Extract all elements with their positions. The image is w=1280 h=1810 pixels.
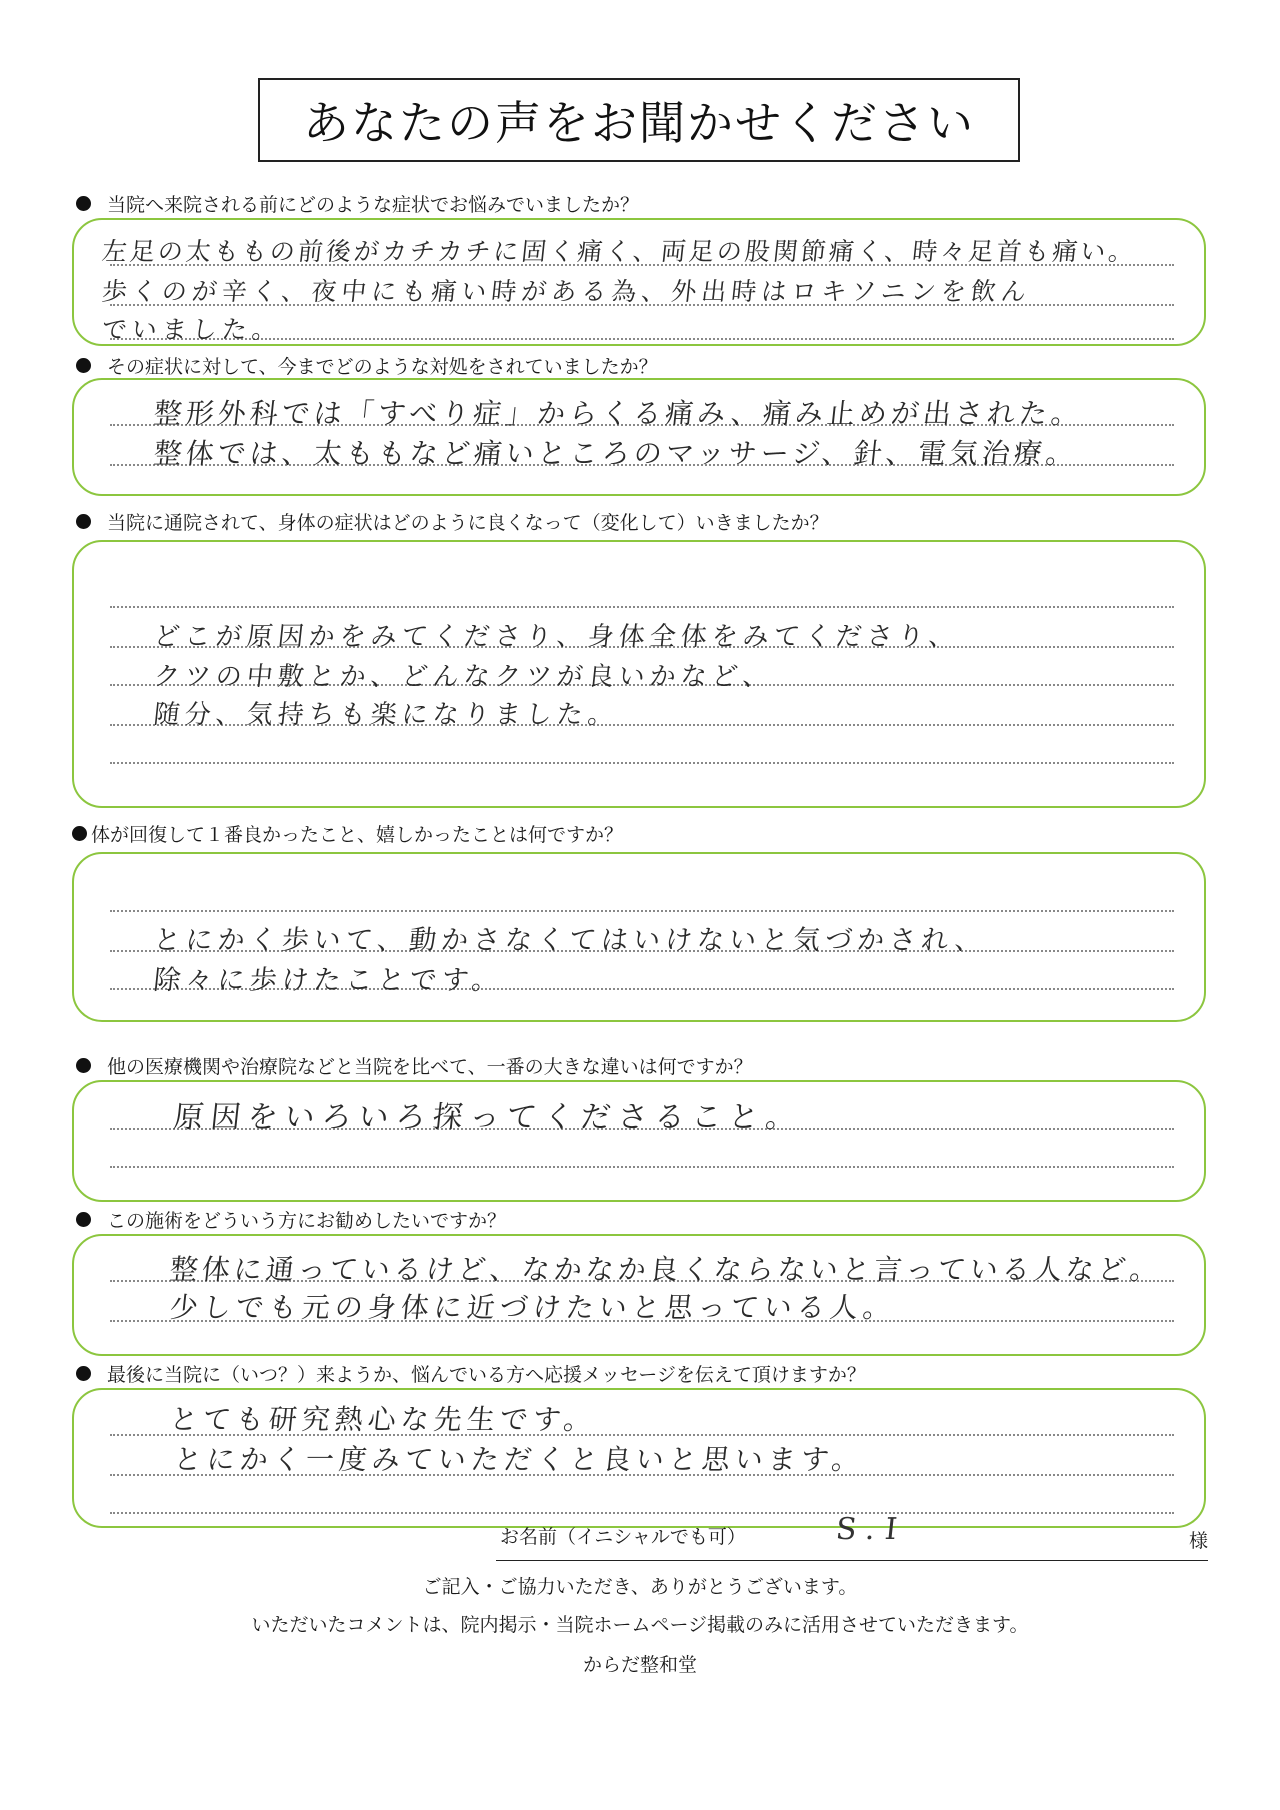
footer-thanks: ご記入・ご協力いただき、ありがとうございます。 xyxy=(422,1576,858,1598)
answer-line: クツの中敷とか、どんなクツが良いかなど、 xyxy=(152,662,776,692)
name-suffix: 様 xyxy=(1188,1530,1208,1552)
question-7 xyxy=(76,1360,866,1387)
question-text: この施術をどういう方にお勧めしたいですか？ xyxy=(107,1210,507,1232)
bullet-icon xyxy=(76,196,91,211)
question-2 xyxy=(76,352,658,379)
footer-notice: いただいたコメントは、院内掲示・当院ホームページ掲載のみに活用させていただきます。 xyxy=(251,1614,1029,1636)
answer-line: 歩くのが辛く、夜中にも痛い時がある為、外出時はロキソニンを飲ん xyxy=(100,277,1033,306)
name-value: S.I xyxy=(834,1512,909,1547)
dotted-line xyxy=(110,762,1174,764)
bullet-icon xyxy=(76,1366,91,1381)
bullet-icon xyxy=(76,358,91,373)
question-text: 最後に当院に（いつ？）来ようか、悩んでいる方へ応援メッセージを伝えて頂けますか？ xyxy=(107,1364,866,1386)
answer-line: 整体に通っているけど、なかなか良くならないと言っている人など。 xyxy=(168,1253,1164,1286)
question-text: 体が回復して１番良かったこと、嬉しかったことは何ですか？ xyxy=(91,824,624,846)
answer-line: 左足の太ももの前後がカチカチに固く痛く、両足の股関節痛く、時々足首も痛い。 xyxy=(100,237,1138,266)
question-6 xyxy=(76,1206,506,1233)
answer-line: 少しでも元の身体に近づけたいと思っている人。 xyxy=(168,1291,898,1324)
question-3 xyxy=(76,508,829,535)
bullet-icon xyxy=(76,1212,91,1227)
question-text: 当院に通院されて、身体の症状はどのように良くなって（変化して）いきましたか？ xyxy=(107,512,829,534)
answer-box-6 xyxy=(72,1234,1206,1356)
answer-box-2 xyxy=(72,378,1206,496)
question-text: 当院へ来院される前にどのような症状でお悩みでいましたか？ xyxy=(107,194,640,216)
bullet-icon xyxy=(76,514,91,529)
question-text: 他の医療機関や治療院などと当院を比べて、一番の大きな違いは何ですか？ xyxy=(107,1056,753,1078)
question-4 xyxy=(72,820,623,847)
dotted-line xyxy=(110,606,1174,608)
answer-line: とても研究熱心な先生です。 xyxy=(168,1403,599,1436)
answer-box-3 xyxy=(72,540,1206,808)
dotted-line xyxy=(110,1166,1174,1168)
answer-box-5 xyxy=(72,1080,1206,1202)
answer-line: 整形外科では「すべり症」からくる痛み、痛み止めが出された。 xyxy=(152,397,1085,430)
question-5 xyxy=(76,1052,753,1079)
name-field xyxy=(496,1512,1208,1561)
answer-line: 随分、気持ちも楽になりました。 xyxy=(152,700,621,730)
answer-line: どこが原因かをみてくださり、身体全体をみてくださり、 xyxy=(152,622,962,652)
question-1 xyxy=(76,190,639,217)
answer-line: とにかく一度みていただくと良いと思います。 xyxy=(172,1443,867,1476)
bullet-icon xyxy=(76,1058,91,1073)
answer-line: 整体では、太ももなど痛いところのマッサージ、針、電気治療。 xyxy=(152,437,1080,470)
question-text: その症状に対して、今までどのような対処をされていましたか？ xyxy=(107,356,658,378)
bullet-icon xyxy=(72,826,87,841)
answer-box-7 xyxy=(72,1388,1206,1528)
answer-line: 除々に歩けたことです。 xyxy=(152,965,506,996)
dotted-line xyxy=(110,1512,1174,1514)
answer-box-4 xyxy=(72,852,1206,1022)
page-title: あなたの声をお聞かせください xyxy=(258,78,1020,162)
answer-line: とにかく歩いて、動かさなくてはいけないと気づかされ、 xyxy=(152,925,989,956)
answer-box-1 xyxy=(72,218,1206,346)
name-label: お名前（イニシャルでも可） xyxy=(500,1526,746,1548)
answer-line: 原因をいろいろ探ってくださること。 xyxy=(171,1100,805,1135)
footer-clinic: からだ整和堂 xyxy=(582,1654,697,1676)
answer-line: でいました。 xyxy=(100,315,284,344)
dotted-line xyxy=(110,910,1174,912)
